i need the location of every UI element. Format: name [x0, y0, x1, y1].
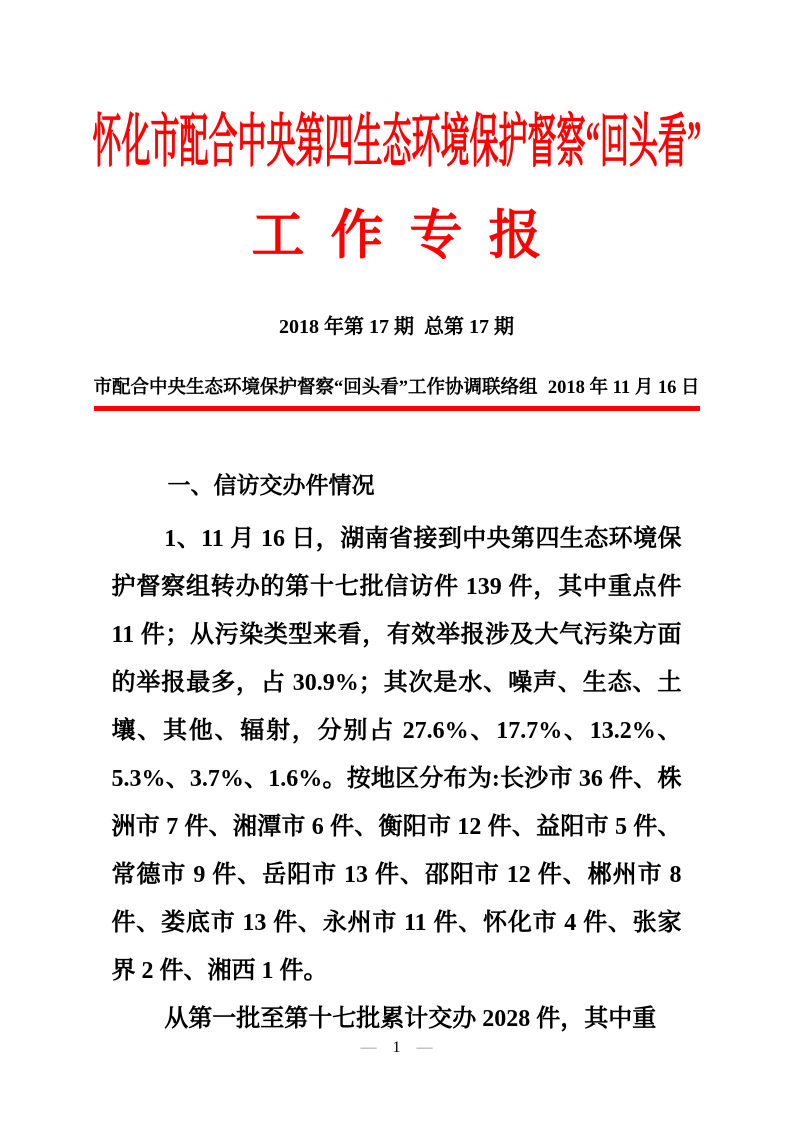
issuer-row: [94, 376, 700, 400]
report-title-line2-wrap: [0, 204, 793, 268]
document-body: [112, 469, 682, 1043]
paragraph: 1、11 月 16 日，湖南省接到中央第四生态环境保护督察组转办的第十七批信访件 139 件，其中重点件 11 件；从污染类型来看，有效举报涉及大气污染方面的举报最多，占 30.9%；其次是水、噪声、生态、土壤、其他、辐射，分别占 27.6%、17.7%、13.2%、5.3%、3.7%、1.6%。按地区分布为:长沙市 36 件、株洲市 7 件、湘潭市 6 件、衡阳市 12 件、益阳市 5 件、常德市 9 件、岳阳市 13 件、邵阳市 12 件、郴州市 8 件、娄底市 13 件、永州市 11 件、怀化市 4 件、张家界 2 件、湘西 1 件。: [111, 526, 682, 984]
paragraph: 从第一批至第十七批累计交办 2028 件，其中重: [164, 1006, 657, 1032]
report-title-line1-wrap: [0, 104, 793, 180]
masthead: [0, 0, 793, 411]
issue-date: 2018 年 11 月 16 日: [547, 378, 700, 398]
report-title-line2: 工作专报: [251, 207, 568, 265]
issuing-organization: 市配合中央生态环境保护督察“回头看”工作协调联络组: [93, 378, 538, 398]
issue-info: 2018 年第 17 期 总第 17 期: [279, 316, 514, 338]
page-footer: [0, 1038, 793, 1058]
footer-dash-left: —: [360, 1039, 377, 1056]
footer-dash-right: —: [416, 1039, 433, 1056]
masthead-divider-rule: [94, 406, 700, 411]
report-title-line1: 怀化市配合中央第四生态环境保护督察“回头看”: [91, 109, 702, 174]
section-heading: 一、信访交办件情况: [167, 472, 375, 498]
page-number: 1: [392, 1039, 401, 1056]
